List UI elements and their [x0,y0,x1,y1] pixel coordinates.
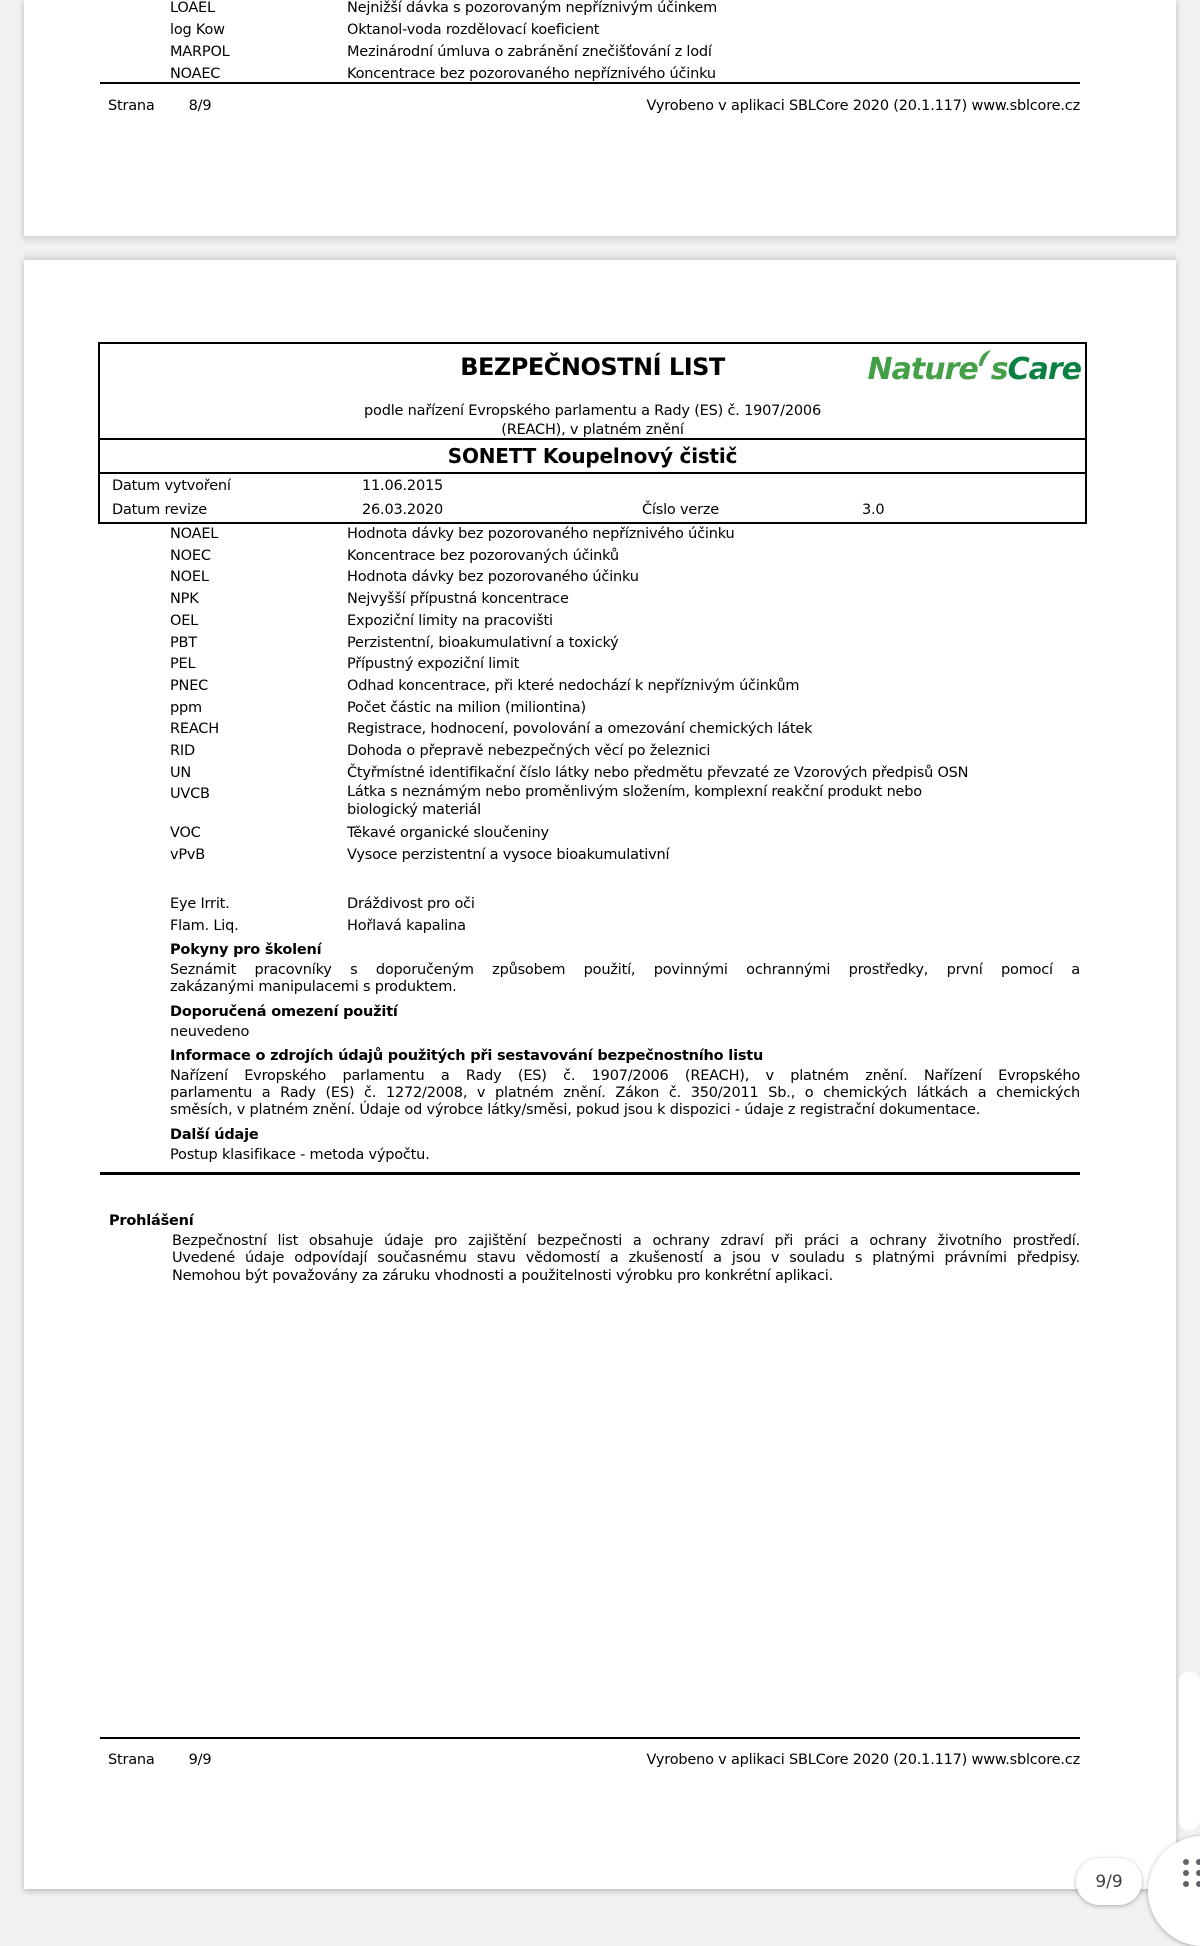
abbreviation-definition: Přípustný expoziční limit [347,656,520,673]
abbreviation-row [170,784,968,823]
abbreviation-definition: Čtyřmístné identifikační číslo látky nebo předmětu převzaté ze Vzorových předpisů OSN [347,764,969,781]
hazard-class-code: Eye Irrit. [170,896,230,912]
sds-header-box [98,342,1087,524]
abbreviation-row [170,41,717,63]
abbreviation-term: VOC [170,825,201,842]
abbreviation-term: ppm [170,699,202,716]
abbreviation-definition: Nejnižší dávka s pozorovaným nepříznivým účinkem [347,0,718,16]
abbreviation-definition: Vysoce perzistentní a vysoce bioakumulativní [347,847,670,864]
abbreviation-row [170,763,968,785]
declaration-heading: Prohlášení [109,1213,194,1229]
natures-care-logo [868,352,1081,387]
hazard-class-definition: Hořlavá kapalina [347,917,466,934]
abbreviation-definition: Oktanol-voda rozdělovací koeficient [347,22,600,38]
abbreviation-definition: Těkavé organické sloučeniny [347,825,549,842]
abbreviation-row [170,611,968,633]
abbreviation-row [170,676,968,698]
section-heading: Informace o zdrojích údajů použitých při sestavování bezpečnostního listu [170,1047,764,1064]
revision-value: 26.03.2020 [362,502,444,518]
hazard-class-list [170,894,475,937]
abbreviation-term: NOEC [170,547,211,564]
abbreviation-row [170,524,968,546]
page-footer [108,96,1080,116]
date-revision-row [100,498,1085,522]
section-paragraph: neuvedeno [170,1023,250,1040]
section-paragraph: Postup klasifikace - metoda výpočtu. [170,1146,430,1163]
abbreviation-term: NOAEL [170,526,219,542]
abbreviation-term: NPK [170,591,199,608]
section-list [170,939,1080,1168]
abbreviation-term: RID [170,743,195,760]
section [170,1124,1080,1164]
footer-divider [100,1737,1080,1739]
abbreviation-definition: Hodnota dávky bez pozorovaného nepříznivého účinku [347,526,735,542]
abbreviation-definition: Dohoda o přepravě nebezpečných věcí po železnici [347,743,711,760]
version-label: Číslo verze [642,502,720,518]
declaration-block [109,1210,1080,1285]
page-indicator-text: 9/9 [1095,1871,1123,1892]
declaration [109,1210,1080,1285]
section-heading: Další údaje [170,1126,259,1143]
abbreviation-row [170,19,717,41]
document-subtitle-2: (REACH), v platném znění [501,422,684,438]
abbreviation-term: OEL [170,612,199,629]
abbreviation-term: NOAEC [170,66,221,82]
page-9 [24,260,1176,1889]
revision-label: Datum revize [112,502,207,518]
date-created-row [100,474,1085,498]
section-heading: Doporučená omezení použití [170,1003,398,1020]
abbreviation-row [170,741,968,763]
hazard-class-row [170,916,475,938]
abbreviation-definition: Látka s neznámým nebo proměnlivým složením, komplexní reakční produkt nebo biologický materiál [347,784,922,818]
hazard-class-definition: Dráždivost pro oči [347,896,475,912]
page-number: 8/9 [188,98,212,114]
abbreviation-definition: Nejvyšší přípustná koncentrace [347,591,569,608]
scrollbar-thumb[interactable] [1179,1672,1200,1830]
abbreviation-row [170,0,717,19]
abbreviation-term: log Kow [170,22,225,38]
abbreviation-definition: Expoziční limity na pracovišti [347,612,553,629]
abbreviation-term: PBT [170,634,197,651]
logo-text-care: Care [1007,352,1081,387]
abbreviation-term: vPvB [170,847,206,864]
page-number: 9/9 [188,1752,212,1768]
document-title: BEZPEČNOSTNÍ LIST [460,353,725,381]
abbreviation-definition: Odhad koncentrace, při které nedochází k nepříznivým účinkům [347,677,800,694]
version-value: 3.0 [862,502,885,518]
section-divider [100,1172,1080,1175]
abbreviation-term: NOEL [170,569,209,586]
hazard-class-code: Flam. Liq. [170,917,239,934]
section-heading: Pokyny pro školení [170,942,322,958]
abbreviation-definition: Perzistentní, bioakumulativní a toxický [347,634,619,651]
page-footer [108,1750,1080,1770]
created-value: 11.06.2015 [362,478,444,494]
abbreviation-row [170,589,968,611]
generator-note: Vyrobeno v aplikaci SBLCore 2020 (20.1.117) www.sblcore.cz [646,98,1080,114]
product-name: SONETT Koupelnový čistič [100,438,1085,474]
apps-grid-icon [1183,1859,1200,1887]
logo-text-nature: Nature [867,352,978,387]
abbreviation-term: UN [170,764,192,781]
section-paragraph: Nařízení Evropského parlamentu a Rady (ES) č. 1907/2006 (REACH), v platném znění. Nařízení Evropského parlamentu a Rady (ES) č. 1272/2008, v platném znění. Zákon č. 350/2011 Sb., o chemických látkách a chemických směsích, v platném znění. Údaje od výrobce látky/směsi, pokud jsou k dispozici - údaje z registrační dokumentace. [170,1067,1080,1119]
footer-divider [100,82,1080,84]
section [170,939,1080,997]
abbreviation-term: LOAEL [170,0,215,16]
abbreviation-list-page8 [170,0,717,85]
hazard-class-row [170,894,475,916]
abbreviation-definition: Koncentrace bez pozorovaného nepříznivého účinku [347,66,716,82]
section [170,1001,1080,1041]
abbreviation-definition: Mezinárodní úmluva o zabránění znečišťování z lodí [347,44,712,60]
declaration-paragraph: Bezpečnostní list obsahuje údaje pro zajištění bezpečnosti a ochrany zdraví při práci a ochrany životního prostředí. Uvedené údaje odpovídají současnému stavu vědomostí a zkušeností a jsou v souladu s platnými právními předpisy. Nemohou být považovány za záruku vhodnosti a použitelnosti výrobku pro konkrétní aplikaci. [172,1233,1080,1284]
page-gap [24,236,1176,260]
abbreviation-definition: Počet částic na milion (miliontina) [347,699,586,716]
abbreviation-term: PEL [170,656,196,673]
leaf-icon [978,339,991,374]
section-paragraph: Seznámit pracovníky s doporučeným způsobem použití, povinnými ochrannými prostředky, první pomocí a zakázanými manipulacemi s produktem. [170,962,1080,996]
page-indicator-pill [1076,1858,1142,1905]
abbreviation-term: MARPOL [170,44,230,60]
abbreviation-row [170,567,968,589]
abbreviation-row [170,633,968,655]
document-subtitle: podle nařízení Evropského parlamentu a Rady (ES) č. 1907/2006 [364,403,821,419]
abbreviation-definition: Koncentrace bez pozorovaných účinků [347,547,619,564]
abbreviation-row [170,546,968,568]
section [170,1045,1080,1120]
created-label: Datum vytvoření [112,478,231,494]
abbreviation-row [170,845,968,867]
page-8 [24,0,1176,236]
abbreviation-row [170,823,968,845]
page-label: Strana [108,1752,155,1768]
abbreviation-term: PNEC [170,677,209,694]
abbreviation-definition: Hodnota dávky bez pozorovaného účinku [347,569,639,586]
header-title-area [100,344,1085,438]
abbreviation-row [170,698,968,720]
abbreviation-list-page9 [170,524,968,867]
generator-note: Vyrobeno v aplikaci SBLCore 2020 (20.1.117) www.sblcore.cz [646,1752,1080,1768]
abbreviation-row [170,719,968,741]
abbreviation-definition: Registrace, hodnocení, povolování a omezování chemických látek [347,721,813,738]
page-label: Strana [108,98,155,114]
abbreviation-term: REACH [170,721,219,738]
abbreviation-term: UVCB [170,786,210,803]
abbreviation-row [170,654,968,676]
logo-text-s: s [990,352,1008,387]
